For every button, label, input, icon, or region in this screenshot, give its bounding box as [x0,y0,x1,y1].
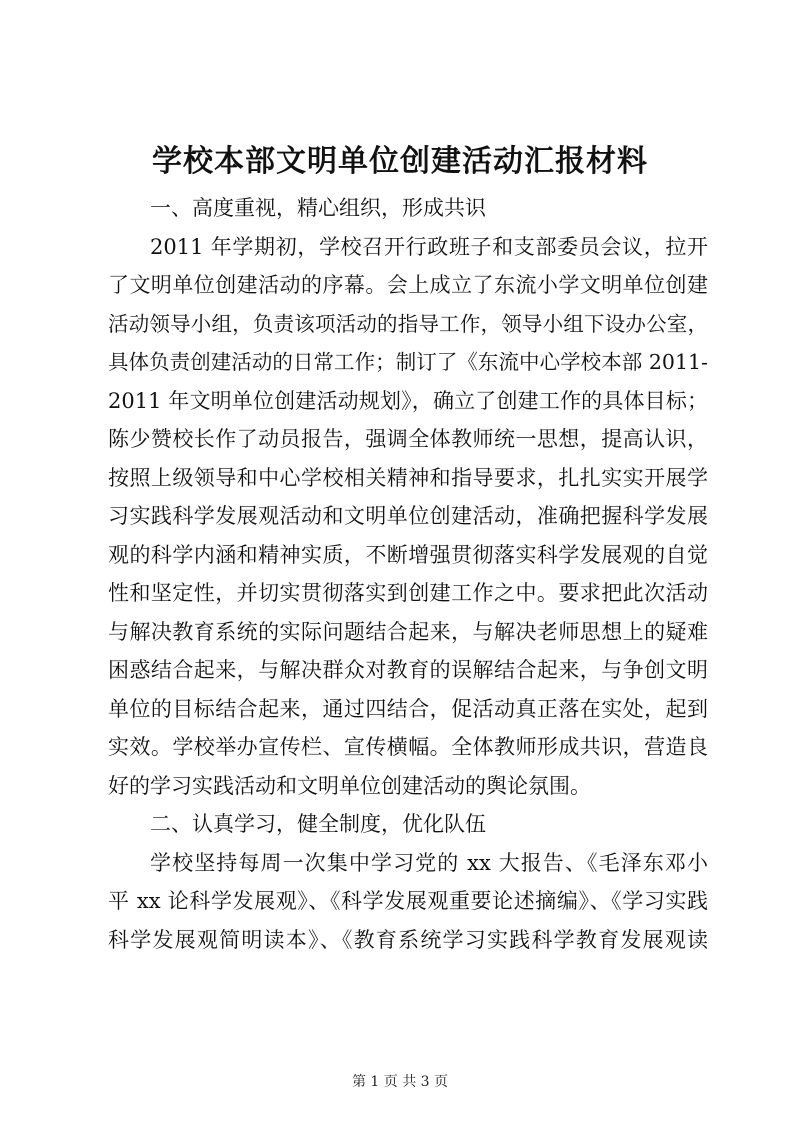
paragraph-line: 按照上级领导和中心学校相关精神和指导要求，扎扎实实开展学 [108,465,708,490]
paragraph-line: 好的学习实践活动和文明单位创建活动的舆论氛围。 [108,773,591,798]
paragraph-line: 实效。学校举办宣传栏、宣传横幅。全体教师形成共识，营造良 [108,735,708,759]
paragraph-line: 具体负责创建活动的日常工作；制订了《东流中心学校本部 2011- [108,350,708,374]
section-heading-2: 二、认真学习，健全制度，优化队伍 [150,812,486,836]
paragraph-line: 习实践科学发展观活动和文明单位创建活动，准确把握科学发展 [108,504,708,528]
document-title: 学校本部文明单位创建活动汇报材料 [152,144,648,179]
paragraph-line: 2011 年学期初，学校召开行政班子和支部委员会议，拉开 [150,234,708,259]
document-body [108,189,708,959]
paragraph-line: 活动领导小组，负责该项活动的指导工作，领导小组下设办公室， [108,311,708,336]
paragraph-line: 陈少赞校长作了动员报告，强调全体教师统一思想，提高认识， [108,427,708,451]
paragraph-line: 了文明单位创建活动的序幕。会上成立了东流小学文明单位创建 [108,273,708,297]
section-heading-1: 一、高度重视，精心组织，形成共识 [150,196,486,220]
paragraph-line: 观的科学内涵和精神实质，不断增强贯彻落实科学发展观的自觉 [108,542,708,567]
paragraph-line: 学校坚持每周一次集中学习党的 xx 大报告、《毛泽东邓小 [150,850,708,875]
paragraph-line: 科学发展观简明读本》、《教育系统学习实践科学教育发展观读 [108,927,708,952]
paragraph-line: 困惑结合起来，与解决群众对教育的误解结合起来，与争创文明 [108,658,708,682]
page-footer: 第 1 页 共 3 页 [351,1074,449,1090]
paragraph-line: 与解决教育系统的实际问题结合起来，与解决老师思想上的疑难 [108,619,708,644]
paragraph-line: 性和坚定性，并切实贯彻落实到创建工作之中。要求把此次活动 [108,581,708,605]
paragraph-line: 2011 年文明单位创建活动规划》，确立了创建工作的具体目标； [108,388,708,413]
paragraph-line: 单位的目标结合起来，通过四结合，促活动真正落在实处，起到 [108,696,708,721]
paragraph-line: 平 xx 论科学发展观》、《科学发展观重要论述摘编》、《学习实践 [108,889,708,913]
